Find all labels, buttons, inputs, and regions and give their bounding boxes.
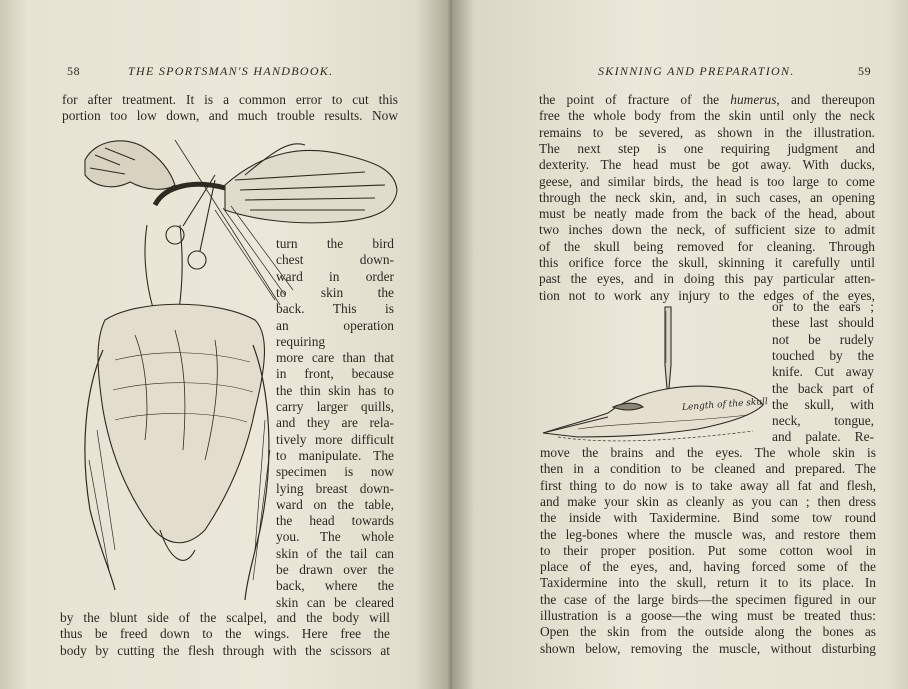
text-line: illustration is a goose—the wing must be treated thus: [540,608,876,623]
text-line: The next step is one requiring judgment and [539,140,875,156]
text-line: and palate. Re- [772,429,874,445]
text-line: then in a condition to be cleaned and prepared. The [540,461,876,477]
text-line: and make your skin as cleanly as you can ; then dress [540,493,876,509]
text-line: the back part of [772,380,874,396]
text-line: the skull, with [772,396,874,412]
text-line: neck, tongue, [772,413,874,429]
text-line: the head towards [276,513,394,529]
text-line: ward in order [276,268,394,284]
text-line: the case of the large birds—the specimen figured in our [540,591,876,607]
text-line: specimen is now [276,464,394,480]
text-line: these last should [772,315,874,331]
text-line: geese, and similar birds, the head is too large to come [539,173,875,189]
left-running-head: THE SPORTSMAN'S HANDBOOK. [128,64,334,78]
text-line: more care than that [276,350,394,366]
text-line: the point of fracture of the humerus, and thereupon [539,92,875,107]
text-line: must be neatly made from the back of the head, about [539,206,875,222]
text-line: be drawn over the [276,562,394,577]
left-page [0,0,452,689]
text-line: free the whole body from the skin until only the neck [539,108,875,124]
text-line: the inside with Taxidermine. Bind some tow round [540,510,876,526]
text-line: tion not to work any injury to the edges of the eyes, [539,287,875,303]
right-page-number: 59 [858,64,872,78]
text-line: portion too low down, and much trouble results. Now [62,108,398,124]
text-line: the leg-bones where the muscle was, and restore them [540,526,876,542]
text-line: to their proper position. Put some cotton wool in [540,542,876,558]
text-line: this orifice force the skull, skinning it carefully until [539,255,875,270]
text-line: body by cutting the flesh through with the scissors at [60,642,390,658]
text-line: past the eyes, and in doing this pay particular atten- [539,271,875,287]
text-line: thus be freed down to the wings. Here free the [60,626,390,642]
text-line: or to the ears ; [772,299,874,314]
text-line: skin of the tail can [276,545,394,561]
text-line: carry larger quills, [276,399,394,414]
text-line: by the blunt side of the scalpel, and the body will [60,610,390,625]
text-line: for after treatment. It is a common error to cut this [62,92,398,107]
text-line: two inches down the neck, of sufficient size to admit [539,222,875,238]
right-running-head: SKINNING AND PREPARATION. [598,64,795,78]
text-line: the thin skin has to [276,382,394,398]
text-line: remains to be severed, as shown in the illustration. [539,124,875,140]
text-line: to manipulate. The [276,447,394,463]
text-line: Open the skin from the outside along the bones as [540,624,876,640]
text-line: chest down- [276,252,394,268]
goose-head-illustration [538,305,768,445]
text-line: through the neck skin, and, in such cases, an opening [539,189,875,205]
left-page-number: 58 [67,64,81,78]
text-line: not be rudely [772,331,874,347]
text-line: dexterity. The head must be got away. With ducks, [539,157,875,173]
text-line: back, where the [276,578,394,594]
text-line: skin can be cleared [276,594,394,610]
text-line: lying breast down- [276,480,394,496]
text-line: an operation [276,317,394,333]
text-line: to skin the [276,284,394,300]
text-line: back. This is [276,301,394,317]
skull-figure-caption: Length of the skull [681,397,769,413]
text-line: knife. Cut away [772,364,874,380]
text-line: ward on the table, [276,496,394,512]
text-line: place of the eyes, and, having forced some of the [540,559,876,575]
text-line: and they are rela- [276,415,394,431]
text-line: turn the bird [276,236,394,251]
text-line: first thing to do now is to take away all fat and flesh, [540,477,876,493]
text-line: in front, because [276,366,394,382]
text-line: you. The whole [276,529,394,545]
goose-skinning-illustration [75,130,405,610]
right-page [452,0,908,689]
text-line: Taxidermine into the skull, return it to its place. In [540,575,876,591]
text-line: move the brains and the eyes. The whole skin is [540,445,876,460]
text-line: tively more difficult [276,431,394,447]
text-line: touched by the [772,347,874,363]
text-line: of the skull being removed for cleaning. Through [539,238,875,254]
text-line: shown below, removing the muscle, without disturbing [540,640,876,656]
text-line: requiring [276,333,326,349]
